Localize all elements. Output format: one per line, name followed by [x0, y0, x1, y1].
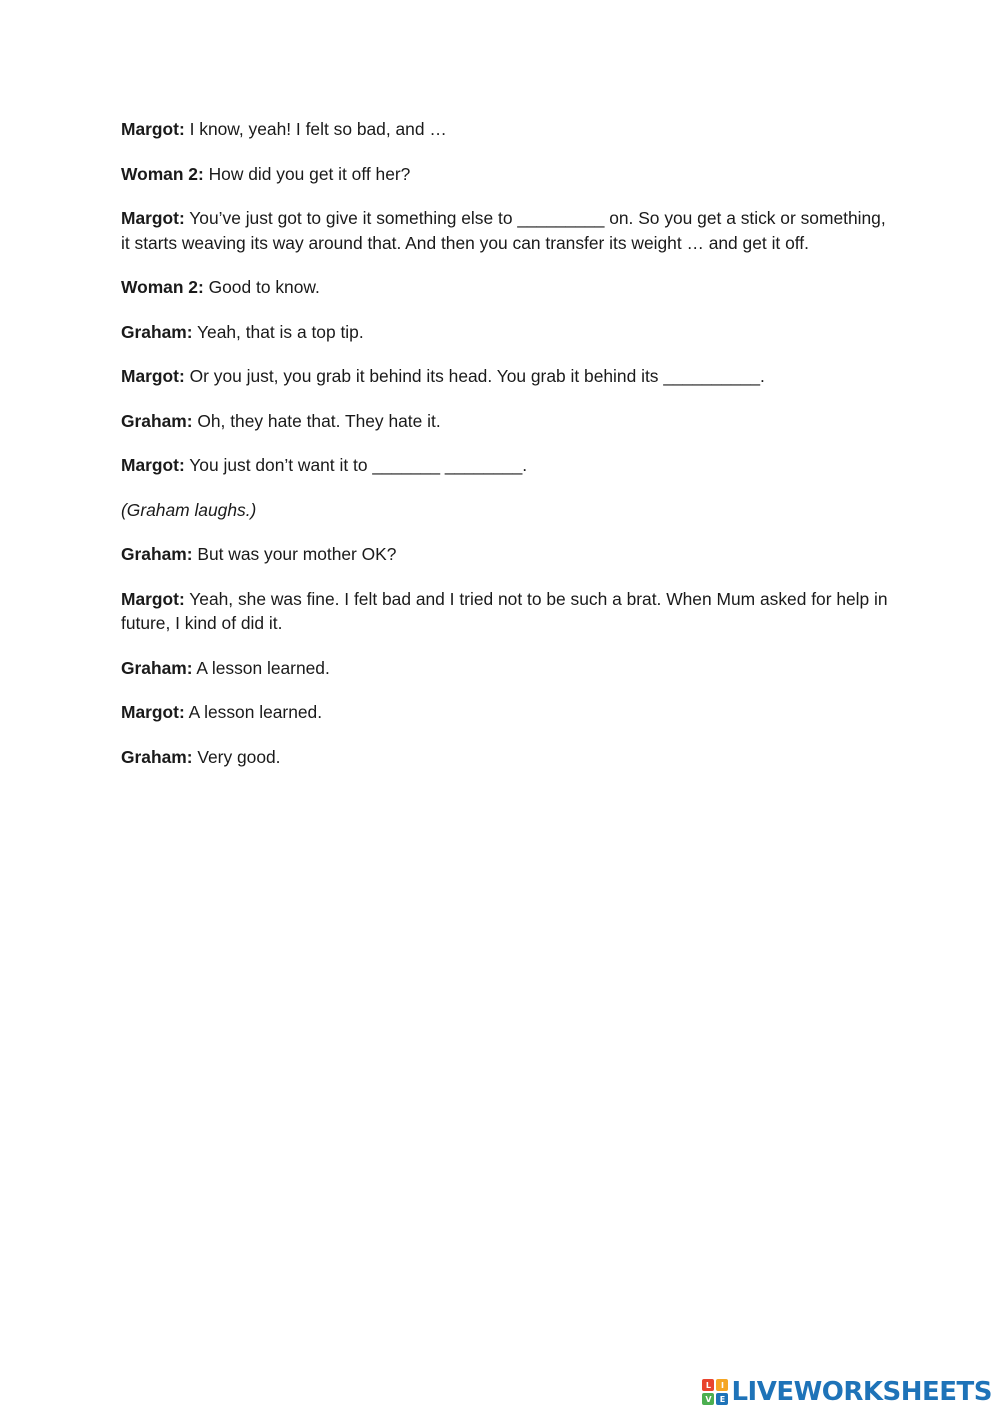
transcript-line — [121, 656, 891, 681]
transcript-line — [121, 117, 891, 142]
logo-mark-letter: L — [702, 1379, 714, 1391]
transcript-line — [121, 542, 891, 567]
line-text: Oh, they hate that. They hate it. — [192, 410, 441, 431]
line-text: But was your mother OK? — [192, 544, 397, 564]
speaker-name: Margot: — [121, 702, 185, 722]
transcript-line — [121, 745, 891, 770]
line-text: You just don’t want it to _______ ________. — [184, 455, 528, 475]
speaker-name: Graham: — [121, 410, 193, 431]
line-text: Yeah, she was fine. I felt bad and I tried not to be such a brat. When Mum asked for help in future, I kind of did it. — [121, 588, 888, 633]
line-text: Very good. — [192, 746, 281, 767]
line-text: How did you get it off her? — [203, 163, 411, 184]
transcript — [121, 117, 891, 789]
logo-mark-letter: I — [716, 1379, 728, 1391]
line-text: I know, yeah! I felt so bad, and … — [184, 119, 447, 139]
transcript-line — [121, 587, 891, 636]
line-text: A lesson learned. — [184, 702, 323, 722]
transcript-line — [121, 409, 891, 434]
transcript-line — [121, 162, 891, 187]
speaker-name: Margot: — [121, 119, 185, 139]
speaker-name: Woman 2: — [121, 277, 204, 297]
transcript-line — [121, 364, 891, 389]
liveworksheets-logo[interactable] — [702, 1377, 992, 1407]
logo-mark-icon — [702, 1379, 728, 1405]
line-text: A lesson learned. — [192, 657, 330, 678]
logo-mark-letter: V — [702, 1393, 714, 1405]
line-text: Or you just, you grab it behind its head. You grab it behind its __________. — [184, 366, 765, 386]
speaker-name: Graham: — [121, 657, 193, 678]
speaker-name: Margot: — [121, 588, 185, 609]
speaker-name: Margot: — [121, 208, 185, 228]
stage-direction: (Graham laughs.) — [121, 499, 257, 520]
transcript-line — [121, 275, 891, 300]
transcript-line — [121, 320, 891, 345]
logo-text: LIVEWORKSHEETS — [731, 1377, 992, 1407]
transcript-line — [121, 700, 891, 725]
speaker-name: Graham: — [121, 544, 193, 564]
speaker-name: Woman 2: — [121, 163, 204, 184]
logo-mark-letter: E — [716, 1393, 728, 1405]
speaker-name: Graham: — [121, 746, 193, 767]
speaker-name: Graham: — [121, 321, 193, 342]
line-text: Yeah, that is a top tip. — [192, 321, 364, 342]
line-text: You’ve just got to give it something else to _________ on. So you get a stick or something, it starts weaving its way around that. And then you can transfer its weight … and get it off. — [121, 208, 886, 253]
transcript-line — [121, 453, 891, 478]
speaker-name: Margot: — [121, 455, 185, 475]
line-text: Good to know. — [203, 277, 320, 297]
transcript-line — [121, 206, 891, 255]
speaker-name: Margot: — [121, 366, 185, 386]
